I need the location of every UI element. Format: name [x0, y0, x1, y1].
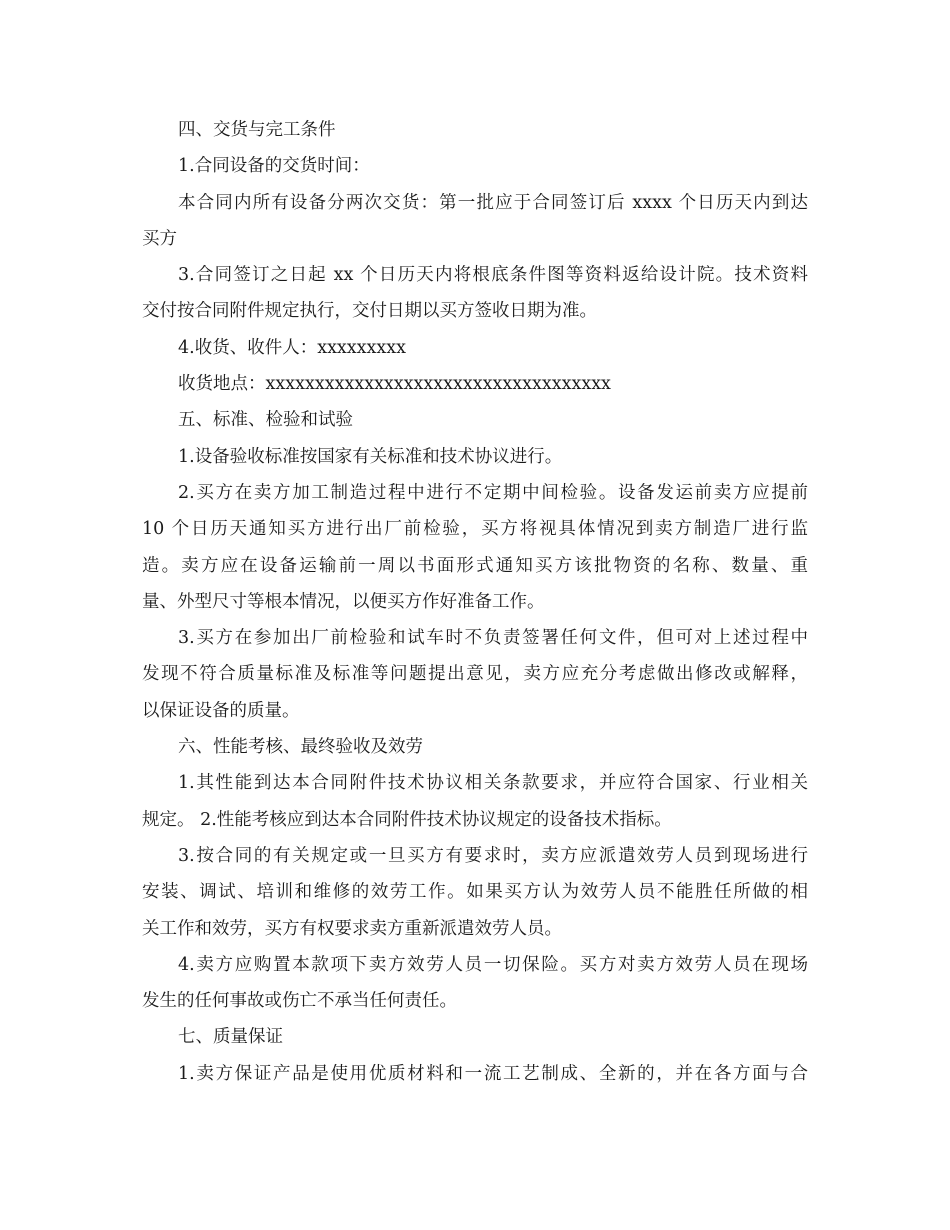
paragraph-line: 规定。 2.性能考核应到达本合同附件技术协议规定的设备技术指标。: [142, 809, 672, 830]
section-heading-quality: 七、质量保证: [178, 1027, 283, 1048]
paragraph-line: 3.合同签订之日起 xx 个日历天内将根底条件图等资料返给设计院。技术资料: [178, 265, 808, 286]
paragraph-line: 3.按合同的有关规定或一旦买方有要求时，卖方应派遣效劳人员到现场进行: [178, 845, 808, 866]
paragraph-line: 关工作和效劳，买方有权要求卖方重新派遣效劳人员。: [142, 918, 562, 939]
paragraph-line: 安装、调试、培训和维修的效劳工作。如果买方认为效劳人员不能胜任所做的相: [142, 882, 808, 903]
paragraph-line: 发生的任何事故或伤亡不承当任何责任。: [142, 991, 457, 1012]
section-heading-delivery: 四、交货与完工条件: [178, 120, 336, 140]
paragraph-line: 量、外型尺寸等根本情况，以便买方作好准备工作。: [142, 591, 545, 612]
paragraph-line: 造。卖方应在设备运输前一周以书面形式通知买方该批物资的名称、数量、重: [142, 555, 808, 576]
paragraph-line: 发现不符合质量标准及标准等问题提出意见，卖方应充分考虑做出修改或解释，: [142, 664, 808, 685]
paragraph-line: 1.卖方保证产品是使用优质材料和一流工艺制成、全新的，并在各方面与合: [178, 1063, 808, 1084]
paragraph-line: 买方: [142, 228, 177, 249]
paragraph-line: 1.合同设备的交货时间：: [178, 156, 370, 177]
paragraph-line: 1.设备验收标准按国家有关标准和技术协议进行。: [178, 446, 563, 467]
paragraph-line: 收货地点：xxxxxxxxxxxxxxxxxxxxxxxxxxxxxxxxxxx: [178, 374, 611, 395]
paragraph-line: 3.买方在参加出厂前检验和试车时不负责签署任何文件，但可对上述过程中: [178, 628, 808, 649]
document-body: [142, 112, 808, 1092]
paragraph-line: 4.收货、收件人：xxxxxxxxx: [178, 337, 407, 358]
paragraph-line: 1.其性能到达本合同附件技术协议相关条款要求，并应符合国家、行业相关: [178, 773, 808, 794]
paragraph-line: 本合同内所有设备分两次交货：第一批应于合同签订后 xxxx 个日历天内到达: [178, 192, 808, 213]
paragraph-line: 2.买方在卖方加工制造过程中进行不定期中间检验。设备发运前卖方应提前: [178, 482, 808, 503]
section-heading-performance: 六、性能考核、最终验收及效劳: [178, 737, 423, 758]
paragraph-line: 交付按合同附件规定执行，交付日期以买方签收日期为准。: [142, 301, 597, 322]
paragraph-line: 4.卖方应购置本款项下卖方效劳人员一切保险。买方对卖方效劳人员在现场: [178, 954, 808, 975]
paragraph-line: 10 个日历天通知买方进行出厂前检验，买方将视具体情况到卖方制造厂进行监: [142, 519, 808, 540]
paragraph-line: 以保证设备的质量。: [142, 700, 300, 721]
section-heading-standards: 五、标准、检验和试验: [178, 410, 353, 431]
